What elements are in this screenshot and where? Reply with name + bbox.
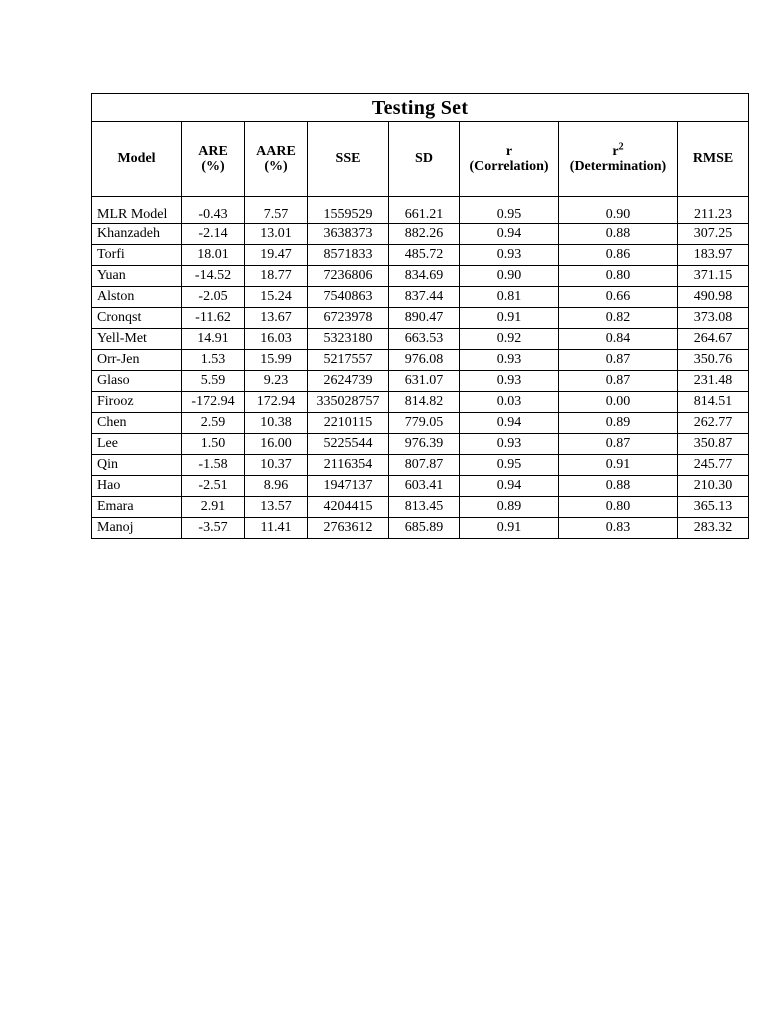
cell-rmse: 371.15 — [678, 266, 749, 287]
cell-r: 0.89 — [460, 497, 559, 518]
cell-r2: 0.80 — [559, 266, 678, 287]
cell-sd: 603.41 — [389, 476, 460, 497]
cell-r2: 0.87 — [559, 434, 678, 455]
cell-rmse: 231.48 — [678, 371, 749, 392]
cell-sd: 976.08 — [389, 350, 460, 371]
cell-rmse: 283.32 — [678, 518, 749, 539]
header-model — [92, 122, 182, 197]
cell-model: Lee — [92, 434, 182, 455]
cell-r: 0.81 — [460, 287, 559, 308]
cell-r: 0.93 — [460, 245, 559, 266]
header-are-label: ARE — [198, 143, 228, 159]
header-sd — [389, 122, 460, 197]
table-body — [92, 197, 749, 539]
header-r2-description: (Determination) — [569, 159, 667, 174]
cell-are: 2.59 — [182, 413, 245, 434]
cell-are: 1.50 — [182, 434, 245, 455]
cell-sse: 2763612 — [308, 518, 389, 539]
cell-sse: 7540863 — [308, 287, 389, 308]
cell-aare: 19.47 — [245, 245, 308, 266]
cell-aare: 9.23 — [245, 371, 308, 392]
table-row — [92, 266, 749, 287]
cell-aare: 10.37 — [245, 455, 308, 476]
cell-are: 14.91 — [182, 329, 245, 350]
table-row — [92, 308, 749, 329]
cell-are: 1.53 — [182, 350, 245, 371]
header-r — [460, 122, 559, 197]
cell-sse: 1947137 — [308, 476, 389, 497]
cell-rmse: 365.13 — [678, 497, 749, 518]
cell-r2: 0.80 — [559, 497, 678, 518]
table-row — [92, 455, 749, 476]
cell-are: -11.62 — [182, 308, 245, 329]
header-aare-label: AARE — [256, 143, 296, 159]
cell-sd: 890.47 — [389, 308, 460, 329]
table-row — [92, 350, 749, 371]
header-sse-label: SSE — [335, 151, 361, 167]
testing-set-table — [91, 93, 749, 539]
cell-rmse: 262.77 — [678, 413, 749, 434]
cell-are: -2.14 — [182, 224, 245, 245]
cell-sse: 1559529 — [308, 197, 389, 224]
cell-sse: 3638373 — [308, 224, 389, 245]
cell-model: Yuan — [92, 266, 182, 287]
cell-r2: 0.91 — [559, 455, 678, 476]
cell-sd: 685.89 — [389, 518, 460, 539]
cell-model: Qin — [92, 455, 182, 476]
cell-model: Orr-Jen — [92, 350, 182, 371]
cell-model: Yell-Met — [92, 329, 182, 350]
cell-sse: 8571833 — [308, 245, 389, 266]
cell-rmse: 245.77 — [678, 455, 749, 476]
cell-r2: 0.86 — [559, 245, 678, 266]
cell-aare: 16.03 — [245, 329, 308, 350]
header-row — [92, 122, 749, 197]
cell-aare: 13.67 — [245, 308, 308, 329]
cell-r: 0.91 — [460, 308, 559, 329]
cell-sd: 631.07 — [389, 371, 460, 392]
cell-r: 0.93 — [460, 350, 559, 371]
header-r-description: (Correlation) — [469, 159, 549, 174]
cell-rmse: 211.23 — [678, 197, 749, 224]
cell-r: 0.95 — [460, 455, 559, 476]
cell-sse: 2116354 — [308, 455, 389, 476]
header-r2-label: r — [612, 143, 619, 159]
cell-sse: 335028757 — [308, 392, 389, 413]
cell-r: 0.03 — [460, 392, 559, 413]
cell-r: 0.90 — [460, 266, 559, 287]
cell-aare: 7.57 — [245, 197, 308, 224]
cell-r: 0.91 — [460, 518, 559, 539]
cell-are: 5.59 — [182, 371, 245, 392]
header-sd-label: SD — [415, 151, 433, 167]
cell-rmse: 490.98 — [678, 287, 749, 308]
cell-model: Hao — [92, 476, 182, 497]
cell-aare: 13.57 — [245, 497, 308, 518]
cell-are: -172.94 — [182, 392, 245, 413]
header-model-label: Model — [117, 151, 156, 167]
table-row — [92, 287, 749, 308]
cell-r2: 0.90 — [559, 197, 678, 224]
cell-aare: 11.41 — [245, 518, 308, 539]
cell-sd: 807.87 — [389, 455, 460, 476]
cell-model: Emara — [92, 497, 182, 518]
title-row — [92, 94, 749, 122]
cell-model: Torfi — [92, 245, 182, 266]
cell-model: Alston — [92, 287, 182, 308]
cell-r2: 0.66 — [559, 287, 678, 308]
cell-are: 2.91 — [182, 497, 245, 518]
cell-r: 0.94 — [460, 413, 559, 434]
table-row — [92, 518, 749, 539]
cell-r: 0.95 — [460, 197, 559, 224]
cell-aare: 10.38 — [245, 413, 308, 434]
cell-aare: 172.94 — [245, 392, 308, 413]
cell-sd: 663.53 — [389, 329, 460, 350]
cell-are: -14.52 — [182, 266, 245, 287]
table-row — [92, 329, 749, 350]
table-row — [92, 413, 749, 434]
header-r2-superscript: 2 — [618, 140, 624, 152]
cell-sse: 5217557 — [308, 350, 389, 371]
table-row — [92, 224, 749, 245]
header-r-label: r — [505, 143, 513, 159]
cell-sd: 813.45 — [389, 497, 460, 518]
cell-r: 0.92 — [460, 329, 559, 350]
table-row — [92, 371, 749, 392]
cell-r2: 0.84 — [559, 329, 678, 350]
cell-r2: 0.83 — [559, 518, 678, 539]
cell-r2: 0.82 — [559, 308, 678, 329]
cell-are: -2.51 — [182, 476, 245, 497]
cell-sd: 976.39 — [389, 434, 460, 455]
table-title: Testing Set — [92, 94, 749, 122]
cell-aare: 16.00 — [245, 434, 308, 455]
cell-aare: 18.77 — [245, 266, 308, 287]
cell-r: 0.93 — [460, 371, 559, 392]
cell-sse: 5225544 — [308, 434, 389, 455]
cell-r: 0.94 — [460, 476, 559, 497]
table-row — [92, 476, 749, 497]
cell-are: -0.43 — [182, 197, 245, 224]
cell-aare: 8.96 — [245, 476, 308, 497]
cell-sse: 2624739 — [308, 371, 389, 392]
header-rmse — [678, 122, 749, 197]
cell-rmse: 183.97 — [678, 245, 749, 266]
cell-r2: 0.88 — [559, 476, 678, 497]
header-r2 — [559, 122, 678, 197]
cell-sse: 2210115 — [308, 413, 389, 434]
cell-sse: 5323180 — [308, 329, 389, 350]
header-aare-unit: (%) — [264, 159, 288, 174]
cell-model: Firooz — [92, 392, 182, 413]
cell-aare: 15.24 — [245, 287, 308, 308]
cell-r: 0.94 — [460, 224, 559, 245]
cell-rmse: 350.87 — [678, 434, 749, 455]
cell-sd: 834.69 — [389, 266, 460, 287]
cell-model: Khanzadeh — [92, 224, 182, 245]
table-row — [92, 497, 749, 518]
header-are-unit: (%) — [201, 159, 225, 174]
cell-r2: 0.88 — [559, 224, 678, 245]
cell-are: -2.05 — [182, 287, 245, 308]
cell-rmse: 350.76 — [678, 350, 749, 371]
table-row — [92, 392, 749, 413]
header-sse — [308, 122, 389, 197]
cell-sd: 882.26 — [389, 224, 460, 245]
table-row — [92, 197, 749, 224]
cell-model: MLR Model — [92, 197, 182, 224]
cell-r2: 0.87 — [559, 371, 678, 392]
cell-sd: 779.05 — [389, 413, 460, 434]
cell-sd: 661.21 — [389, 197, 460, 224]
cell-model: Manoj — [92, 518, 182, 539]
header-aare — [245, 122, 308, 197]
header-are — [182, 122, 245, 197]
cell-are: 18.01 — [182, 245, 245, 266]
table-row — [92, 245, 749, 266]
cell-sd: 837.44 — [389, 287, 460, 308]
cell-sd: 485.72 — [389, 245, 460, 266]
cell-rmse: 814.51 — [678, 392, 749, 413]
cell-model: Glaso — [92, 371, 182, 392]
cell-rmse: 307.25 — [678, 224, 749, 245]
cell-r2: 0.00 — [559, 392, 678, 413]
cell-sse: 6723978 — [308, 308, 389, 329]
cell-r2: 0.89 — [559, 413, 678, 434]
cell-sse: 7236806 — [308, 266, 389, 287]
cell-sd: 814.82 — [389, 392, 460, 413]
cell-aare: 13.01 — [245, 224, 308, 245]
cell-r: 0.93 — [460, 434, 559, 455]
cell-model: Chen — [92, 413, 182, 434]
cell-rmse: 373.08 — [678, 308, 749, 329]
cell-are: -3.57 — [182, 518, 245, 539]
table-row — [92, 434, 749, 455]
cell-model: Cronqst — [92, 308, 182, 329]
cell-rmse: 264.67 — [678, 329, 749, 350]
cell-are: -1.58 — [182, 455, 245, 476]
cell-rmse: 210.30 — [678, 476, 749, 497]
header-rmse-label: RMSE — [692, 151, 734, 167]
cell-sse: 4204415 — [308, 497, 389, 518]
cell-aare: 15.99 — [245, 350, 308, 371]
cell-r2: 0.87 — [559, 350, 678, 371]
